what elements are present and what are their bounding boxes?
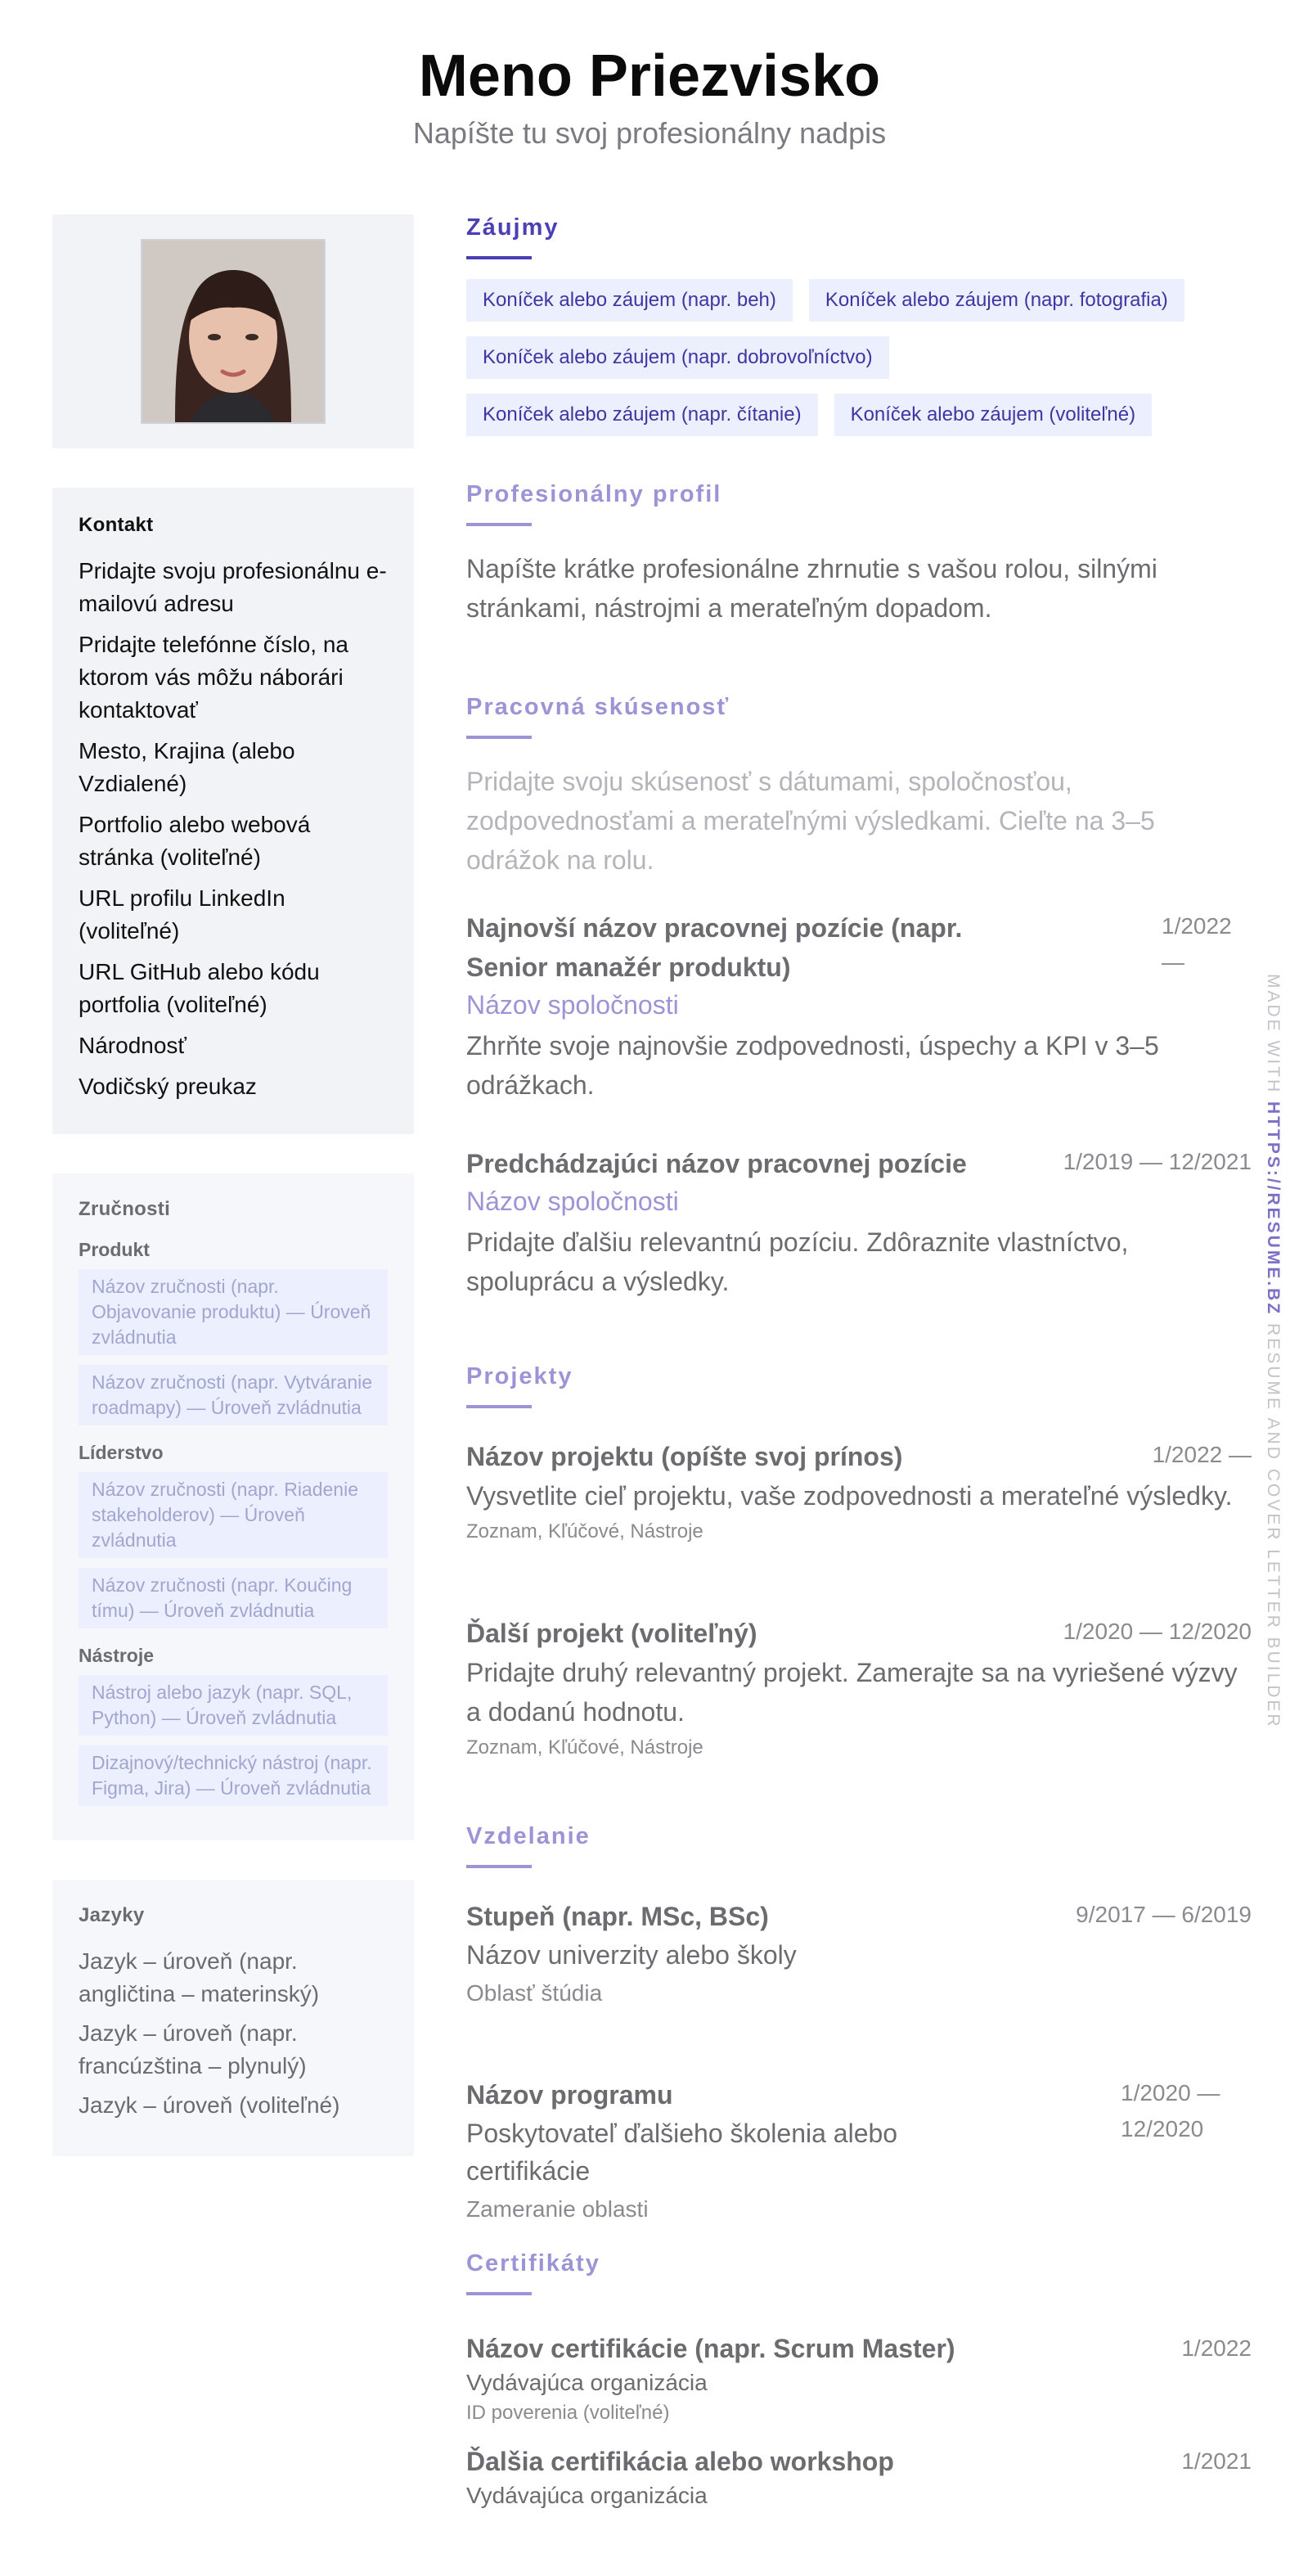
profile-section <box>466 481 1252 628</box>
section-underline <box>466 2292 532 2295</box>
watermark-link[interactable]: HTTPS://RESUME.BZ <box>1264 1101 1283 1317</box>
skills-card <box>52 1173 414 1840</box>
projects-section <box>466 1363 1252 1408</box>
interest-chip: Koníček alebo záujem (napr. beh) <box>466 279 793 322</box>
contact-email[interactable]: Pridajte svoju profesionálnu e-mailovú adresu <box>79 558 387 616</box>
experience-section <box>466 694 1252 880</box>
certificate-id: ID poverenia (voliteľné) <box>466 2402 670 2424</box>
job-date: 1/2019 — 12/2021 <box>1063 1149 1252 1174</box>
job-date: 1/2022 — <box>1162 913 1232 975</box>
skills-title: Zručnosti <box>79 1198 171 1220</box>
interest-chip: Koníček alebo záujem (napr. fotografia) <box>809 279 1184 322</box>
contact-linkedin[interactable]: URL profilu LinkedIn (voliteľné) <box>79 885 285 943</box>
education-date: 9/2017 — 6/2019 <box>1076 1902 1252 1927</box>
projects-title: Projekty <box>466 1363 573 1389</box>
experience-intro: Pridajte svoju skúsenosť s dátumami, spoločnosťou, zodpovednosťami a merateľnými výsledkami. Cieľte na 3–5 odrážok na rolu. <box>466 767 1155 875</box>
certificate-date: 1/2021 <box>1181 2448 1252 2474</box>
education-section <box>466 1823 1252 1868</box>
photo-card <box>52 214 414 448</box>
project-entry <box>466 1614 1252 1759</box>
section-underline <box>466 736 532 739</box>
interests-list <box>466 279 1252 451</box>
skill-group-title: Produkt <box>79 1239 150 1260</box>
project-tags: Zoznam, Kľúčové, Nástroje <box>466 1520 703 1542</box>
contact-phone[interactable]: Pridajte telefónne číslo, na ktorom vás môžu náborári kontaktovať <box>79 632 348 723</box>
job-title: Najnovší názov pracovnej pozície (napr. Senior manažér produktu) <box>466 913 963 982</box>
certificate-org: Vydávajúca organizácia <box>466 2370 708 2395</box>
job-description: Pridajte ďalšiu relevantnú pozíciu. Zdôraznite vlastníctvo, spoluprácu a výsledky. <box>466 1227 1129 1296</box>
contact-driving-license: Vodičský preukaz <box>79 1074 257 1099</box>
certificate-entry <box>466 2443 1252 2512</box>
project-date: 1/2022 — <box>1152 1442 1252 1467</box>
skill-item: Názov zručnosti (napr. Riadenie stakeholderov) — Úroveň zvládnutia <box>79 1472 388 1558</box>
certificate-entry <box>466 2331 1252 2427</box>
languages-card <box>52 1880 414 2156</box>
contact-nationality: Národnosť <box>79 1033 187 1058</box>
project-description: Pridajte druhý relevantný projekt. Zamerajte sa na vyriešené výzvy a dodanú hodnotu. <box>466 1658 1238 1727</box>
company-name: Názov spoločnosti <box>466 1187 679 1216</box>
sidebar <box>52 214 414 2156</box>
watermark-suffix: RESUME AND COVER LETTER BUILDER <box>1264 1323 1283 1729</box>
education-entry <box>466 2075 1252 2226</box>
school-name: Poskytovateľ ďalšieho školenia alebo certifikácie <box>466 2119 898 2186</box>
builder-watermark <box>1255 974 1283 1972</box>
professional-headline: Napíšte tu svoj profesionálny nadpis <box>412 116 887 151</box>
skill-item: Názov zručnosti (napr. Koučing tímu) — Úroveň zvládnutia <box>79 1568 388 1628</box>
field-of-study: Zameranie oblasti <box>466 2196 649 2222</box>
interest-chip: Koníček alebo záujem (napr. dobrovoľníctvo) <box>466 336 889 379</box>
certificate-date: 1/2022 <box>1181 2335 1252 2361</box>
candidate-name: Meno Priezvisko <box>418 43 881 109</box>
interest-chip: Koníček alebo záujem (napr. čítanie) <box>466 394 818 436</box>
skill-item: Dizajnový/technický nástroj (napr. Figma, Jira) — Úroveň zvládnutia <box>79 1745 388 1806</box>
experience-entry <box>466 908 1252 1105</box>
section-underline <box>466 1865 532 1868</box>
profile-photo <box>141 239 326 424</box>
language-item: Jazyk – úroveň (napr. francúzština – plynulý) <box>79 2020 307 2078</box>
certificates-section <box>466 2250 1252 2295</box>
program-title: Názov programu <box>466 2080 673 2110</box>
experience-title: Pracovná skúsenosť <box>466 694 730 720</box>
job-title: Predchádzajúci názov pracovnej pozície <box>466 1149 967 1178</box>
degree-title: Stupeň (napr. MSc, BSc) <box>466 1902 769 1931</box>
project-entry <box>466 1437 1252 1543</box>
experience-entry <box>466 1144 1252 1301</box>
certificate-title: Ďalšia certifikácia alebo workshop <box>466 2447 894 2476</box>
contact-location: Mesto, Krajina (alebo Vzdialené) <box>79 738 295 796</box>
languages-title: Jazyky <box>79 1904 145 1926</box>
project-tags: Zoznam, Kľúčové, Nástroje <box>466 1736 703 1759</box>
contact-portfolio[interactable]: Portfolio alebo webová stránka (voliteľné) <box>79 812 311 870</box>
interest-chip: Koníček alebo záujem (voliteľné) <box>834 394 1153 436</box>
interests-section <box>466 214 1252 451</box>
watermark-prefix: MADE WITH <box>1264 974 1283 1095</box>
certificate-title: Názov certifikácie (napr. Scrum Master) <box>466 2334 955 2363</box>
school-name: Názov univerzity alebo školy <box>466 1940 797 1970</box>
skill-item: Názov zručnosti (napr. Objavovanie produktu) — Úroveň zvládnutia <box>79 1269 388 1355</box>
section-underline <box>466 523 532 526</box>
skill-group-title: Nástroje <box>79 1645 155 1666</box>
field-of-study: Oblasť štúdia <box>466 1980 603 2006</box>
skill-group-title: Líderstvo <box>79 1442 164 1463</box>
contact-card <box>52 488 414 1134</box>
project-title: Názov projektu (opíšte svoj prínos) <box>466 1442 903 1471</box>
section-underline <box>466 1405 532 1408</box>
project-date: 1/2020 — 12/2020 <box>1063 1619 1252 1644</box>
certificates-title: Certifikáty <box>466 2250 600 2277</box>
company-name: Názov spoločnosti <box>466 990 679 1020</box>
resume-header <box>0 41 1299 151</box>
skill-item: Názov zručnosti (napr. Vytváranie roadmapy) — Úroveň zvládnutia <box>79 1365 388 1425</box>
interests-title: Záujmy <box>466 214 560 241</box>
language-item: Jazyk – úroveň (napr. angličtina – materinský) <box>79 1948 320 2006</box>
contact-github[interactable]: URL GitHub alebo kódu portfolia (voliteľné) <box>79 959 320 1017</box>
certificate-org: Vydávajúca organizácia <box>466 2483 708 2508</box>
project-title: Ďalší projekt (voliteľný) <box>466 1619 757 1648</box>
profile-text: Napíšte krátke profesionálne zhrnutie s vašou rolou, silnými stránkami, nástrojmi a merateľným dopadom. <box>466 554 1157 623</box>
contact-title: Kontakt <box>79 514 154 536</box>
skill-item: Nástroj alebo jazyk (napr. SQL, Python) — Úroveň zvládnutia <box>79 1675 388 1736</box>
education-entry <box>466 1897 1252 2010</box>
education-title: Vzdelanie <box>466 1823 591 1849</box>
education-date: 1/2020 — 12/2020 <box>1121 2080 1220 2141</box>
project-description: Vysvetlite cieľ projektu, vaše zodpovednosti a merateľné výsledky. <box>466 1481 1233 1511</box>
profile-title: Profesionálny profil <box>466 481 722 507</box>
job-description: Zhrňte svoje najnovšie zodpovednosti, úspechy a KPI v 3–5 odrážkach. <box>466 1031 1159 1100</box>
language-item: Jazyk – úroveň (voliteľné) <box>79 2092 340 2118</box>
section-underline <box>466 256 532 259</box>
